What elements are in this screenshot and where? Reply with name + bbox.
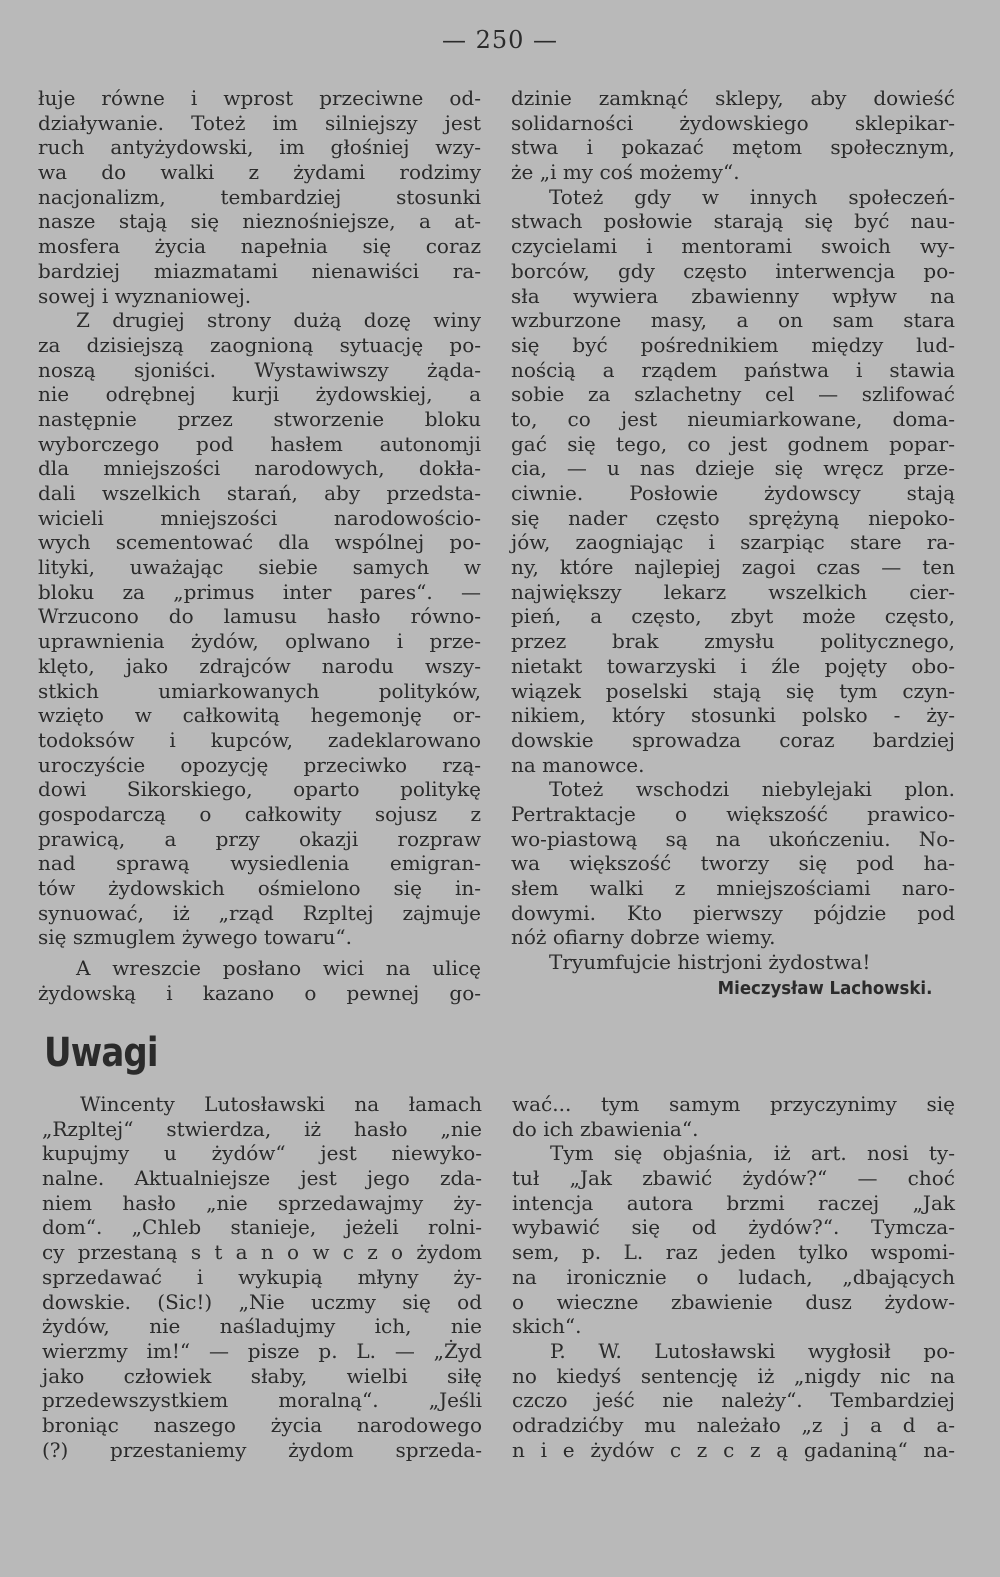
text-line: do ich zbawienia“. bbox=[512, 1116, 699, 1141]
text-line: nalne. Aktualniejsze jest jego zda- bbox=[42, 1166, 482, 1191]
text-line: sła wywiera zbawienny wpływ na bbox=[511, 283, 955, 308]
text-line: przez brak zmysłu politycznego, bbox=[511, 629, 955, 654]
text-line: żydów, nie naśladujmy ich, nie bbox=[42, 1314, 482, 1339]
text-line: dom“. „Chleb stanieje, jeżeli rolni- bbox=[42, 1215, 482, 1240]
text-line: „Rzpltej“ stwierdza, iż hasło „nie bbox=[42, 1116, 482, 1141]
text-line: tuł „Jak zbawić żydów?“ — choć bbox=[512, 1166, 955, 1191]
text-line: następnie przez stworzenie bloku bbox=[38, 406, 481, 431]
section-heading: Uwagi bbox=[44, 1030, 158, 1076]
text-line: klęto, jako zdrajców narodu wszy- bbox=[38, 653, 481, 678]
text-line: wa większość tworzy się pod ha- bbox=[511, 851, 955, 876]
text-line: wzburzone masy, a on sam stara bbox=[511, 308, 955, 333]
text-line: cia, — u nas dzieje się wręcz prze- bbox=[511, 456, 955, 481]
article1-right-column bbox=[511, 86, 955, 975]
article2-right-column bbox=[512, 1092, 955, 1462]
text-line: niem hasło „nie sprzedawajmy ży- bbox=[42, 1190, 482, 1215]
text-line: prawicą, a przy okazji rozpraw bbox=[38, 826, 481, 851]
text-line: dzinie zamknąć sklepy, aby dowieść bbox=[511, 86, 955, 110]
text-line: wa do walki z żydami rodzimy bbox=[38, 160, 481, 185]
text-line: solidarności żydowskiego sklepikar- bbox=[511, 110, 955, 135]
text-line: nasze stają się nieznośniejsze, a at- bbox=[38, 209, 481, 234]
paragraph bbox=[512, 1141, 955, 1339]
text-line: intencja autora brzmi raczej „Jak bbox=[512, 1190, 955, 1215]
paragraph bbox=[512, 1339, 955, 1462]
text-line: o wieczne zbawienie dusz żydow- bbox=[512, 1289, 955, 1314]
text-line: dowskie. (Sic!) „Nie uczmy się od bbox=[42, 1289, 482, 1314]
paragraph bbox=[38, 308, 481, 950]
text-line: bloku za „primus inter pares“. — bbox=[38, 579, 481, 604]
text-line: łuje równe i wprost przeciwne od- bbox=[38, 86, 481, 110]
text-line: słem walki z mniejszościami naro- bbox=[511, 876, 955, 900]
text-line: Toteż gdy w innych społeczeń- bbox=[549, 184, 955, 209]
text-line: wybawić się od żydów?“. Tymcza- bbox=[512, 1215, 955, 1240]
text-line: A wreszcie posłano wici na ulicę bbox=[76, 956, 481, 981]
text-line: nością a rządem państwa i stawia bbox=[511, 357, 955, 382]
text-line: stkich umiarkowanych polityków, bbox=[38, 678, 481, 703]
text-line: żydowską i kazano o pewnej go- bbox=[38, 980, 481, 1005]
text-line: todoksów i kupców, zadeklarowano bbox=[38, 727, 481, 752]
text-line: tów żydowskich ośmielono się in- bbox=[38, 876, 481, 900]
text-line: nie odrębnej kurji żydowskiej, a bbox=[38, 382, 481, 407]
paragraph bbox=[511, 950, 955, 975]
text-line: sem, p. L. raz jeden tylko wspomi- bbox=[512, 1240, 955, 1265]
text-line: P. W. Lutosławski wygłosił po- bbox=[550, 1338, 955, 1363]
text-line: Z drugiej strony dużą dozę winy bbox=[76, 308, 481, 333]
text-line: mosfera życia napełnia się coraz bbox=[38, 234, 481, 259]
text-line: lityki, uważając siebie samych w bbox=[38, 555, 481, 580]
text-line: wzięto w całkowitą hegemonję or- bbox=[38, 703, 481, 728]
text-line: nikiem, który stosunki polsko - ży- bbox=[511, 703, 955, 728]
text-line: nad sprawą wysiedlenia emigran- bbox=[38, 851, 481, 876]
text-line: no kiedyś sentencję iż „nigdy nic na bbox=[512, 1363, 955, 1388]
article2-left-column bbox=[42, 1092, 482, 1462]
text-line: na manowce. bbox=[511, 752, 645, 777]
page-number: — 250 — bbox=[441, 26, 559, 54]
text-line: dali wszelkich starań, aby przedsta- bbox=[38, 481, 481, 505]
text-line: gać się tego, co jest godnem popar- bbox=[511, 431, 955, 456]
text-line: Tryumfujcie histrjoni żydostwa! bbox=[549, 950, 871, 975]
text-line: się szmuglem żywego towaru“. bbox=[38, 925, 352, 950]
text-line: dowskie sprowadza coraz bardziej bbox=[511, 727, 955, 752]
text-line: Pertraktacje o większość prawico- bbox=[511, 801, 955, 826]
text-line: stwa i pokazać mętom społecznym, bbox=[511, 135, 955, 160]
text-line: czczo jeść nie należy“. Tembardziej bbox=[512, 1388, 955, 1413]
text-line: noszą sjoniści. Wystawiwszy żąda- bbox=[38, 357, 481, 382]
text-line: wo-piastową są na ukończeniu. No- bbox=[511, 826, 955, 851]
text-line: jów, zaogniając i szarpiąc stare ra- bbox=[511, 530, 955, 555]
text-line: się być pośrednikiem między lud- bbox=[511, 332, 955, 357]
paragraph bbox=[511, 86, 955, 185]
text-line: dowymi. Kto pierwszy pójdzie pod bbox=[511, 900, 955, 925]
paragraph bbox=[511, 185, 955, 778]
text-line: wych scementować dla wspólnej po- bbox=[38, 530, 481, 555]
text-line: pień, a często, zbyt może często, bbox=[511, 604, 955, 629]
text-line: borców, gdy często interwencja po- bbox=[511, 258, 955, 283]
text-line: nietakt towarzyski i źle pojęty obo- bbox=[511, 653, 955, 678]
paragraph bbox=[511, 777, 955, 950]
text-line: ciwnie. Posłowie żydowscy stają bbox=[511, 481, 955, 505]
text-line: Wrzucono do lamusu hasło równo- bbox=[38, 604, 481, 629]
text-line: Tym się objaśnia, iż art. nosi ty- bbox=[550, 1141, 955, 1166]
text-line: sprzedawać i wykupią młyny ży- bbox=[42, 1264, 482, 1289]
text-line: odradzićby mu należało „z j a d a- bbox=[512, 1412, 955, 1437]
text-line: Wincenty Lutosławski na łamach bbox=[80, 1092, 482, 1116]
text-line: bardziej miazmatami nienawiści ra- bbox=[38, 258, 481, 283]
text-line: największy lekarz wszelkich cier- bbox=[511, 579, 955, 604]
text-line: dla mniejszości narodowych, dokła- bbox=[38, 456, 481, 481]
text-line: wicieli mniejszości narodowościo- bbox=[38, 505, 481, 530]
text-line: za dzisiejszą zaognioną sytuację po- bbox=[38, 332, 481, 357]
text-line: (?) przestaniemy żydom sprzeda- bbox=[42, 1437, 482, 1462]
text-line: sowej i wyznaniowej. bbox=[38, 283, 252, 308]
text-line: to, co jest nieumiarkowane, doma- bbox=[511, 406, 955, 431]
text-line: wać... tym samym przyczynimy się bbox=[512, 1092, 955, 1116]
author-signature: Mieczysław Lachowski. bbox=[717, 978, 932, 999]
text-line: n i e żydów c z c z ą gadaniną“ na- bbox=[512, 1437, 955, 1462]
text-line: na ironicznie o ludach, „dbających bbox=[512, 1264, 955, 1289]
text-line: nacjonalizm, tembardziej stosunki bbox=[38, 184, 481, 209]
text-line: jako człowiek słaby, wielbi siłę bbox=[42, 1363, 482, 1388]
text-line: ruch antyżydowski, im głośniej wzy- bbox=[38, 135, 481, 160]
text-line: przedewszystkiem moralną“. „Jeśli bbox=[42, 1388, 482, 1413]
text-line: stwach posłowie starają się być nau- bbox=[511, 209, 955, 234]
text-line: czycielami i mentorami swoich wy- bbox=[511, 234, 955, 259]
text-line: broniąc naszego życia narodowego bbox=[42, 1412, 482, 1437]
paragraph bbox=[38, 86, 481, 308]
text-line: wiązek poselski stają się tym czyn- bbox=[511, 678, 955, 703]
text-line: gospodarczą o całkowity sojusz z bbox=[38, 801, 481, 826]
text-line: się nader często sprężyną niepoko- bbox=[511, 505, 955, 530]
text-line: dowi Sikorskiego, oparto politykę bbox=[38, 777, 481, 802]
text-line: sobie za szlachetny cel — szlifować bbox=[511, 382, 955, 407]
text-line: ny, które najlepiej zagoi czas — ten bbox=[511, 555, 955, 580]
text-line: nóż ofiarny dobrze wiemy. bbox=[511, 925, 776, 950]
text-line: działywanie. Toteż im silniejszy jest bbox=[38, 110, 481, 135]
paragraph bbox=[42, 1092, 482, 1462]
text-line: skich“. bbox=[512, 1314, 582, 1339]
text-line: uroczyście opozycję przeciwko rzą- bbox=[38, 752, 481, 777]
text-line: wierzmy im!“ — pisze p. L. — „Żyd bbox=[42, 1338, 482, 1363]
text-line: wyborczego pod hasłem autonomji bbox=[38, 431, 481, 456]
paragraph bbox=[38, 956, 481, 1005]
article1-left-column bbox=[38, 86, 481, 1005]
text-line: cy przestaną s t a n o w c z o żydom bbox=[42, 1240, 482, 1265]
paragraph bbox=[512, 1092, 955, 1141]
text-line: kupujmy u żydów“ jest niewyko- bbox=[42, 1141, 482, 1166]
text-line: synuować, iż „rząd Rzpltej zajmuje bbox=[38, 900, 481, 925]
text-line: uprawnienia żydów, oplwano i prze- bbox=[38, 629, 481, 654]
text-line: Toteż wschodzi niebylejaki plon. bbox=[549, 777, 955, 802]
text-line: że „i my coś możemy“. bbox=[511, 160, 740, 185]
